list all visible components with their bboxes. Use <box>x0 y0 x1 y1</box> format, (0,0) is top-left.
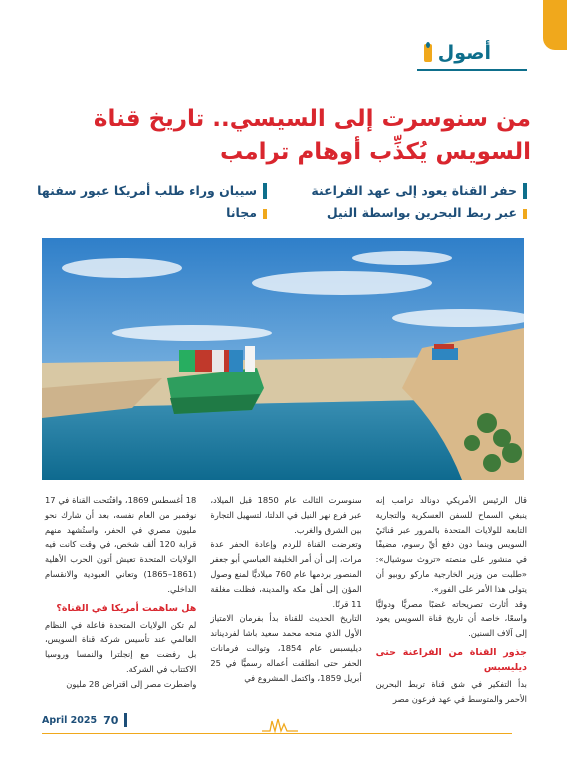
page-folio <box>42 713 127 727</box>
suez-canal-photo <box>42 238 524 480</box>
subhead-text: حفر القناة يعود إلى عهد الفراعنة عبر ربط البحرين بواسطة النيل <box>311 183 517 220</box>
folio-marker <box>124 713 127 727</box>
logo-underline <box>417 69 527 71</box>
paragraph: وقد أثارت تصريحاته غضبًا مصريًّا ودوليًّا واسعًا، خاصة أن تاريخ قناة السويس يعود إلى آلاف السنين. <box>375 598 527 639</box>
paragraph: التاريخ الحديث للقناة بدأ بفرمان الامتياز الأول الذي منحه محمد سعيد باشا لفرديناند ديليسبس عام 1854، وتوالت فرمانات الحفر حتى انطلقت أعماله رسميًّا في 25 أبريل 1859، واكتمل المشروع في <box>210 613 362 683</box>
paragraph: 18 أغسطس 1869، وافتُتحت القناة في 17 نوفمبر من العام نفسه، بعد أن شارك نحو مليون مصري في الحفر، واستُشهد منهم قرابة 120 ألف شخص، في وقت كانت فيه الولايات المتحدة تعيش أتون الحرب الأهلية (1861–1865) وتعاني العبودية والانقسام الداخلي. <box>45 495 197 594</box>
paragraph: لم تكن الولايات المتحدة فاعلة في النظام العالمي عند تأسيس شركة قناة السويس، بل رفضت مع إنجلترا والنمسا وروسيا الاكتتاب في الشركة. <box>45 619 197 674</box>
column-left <box>45 493 196 698</box>
page-number: 70 <box>103 713 119 727</box>
footer-rule <box>42 733 512 734</box>
paragraph: وتعرضت القناة للردم وإعادة الحفر عدة مرات، إلى أن أمر الخليفة العباسي أبو جعفر المنصور بردمها عام 760 ميلاديًّا لمنع وصول المؤن إلى أهل مكة والمدينة، فظلت مغلقة 11 قرنًا. <box>210 539 362 609</box>
article-headline: من سنوسرت إلى السيسي.. تاريخ قناة السويس يُكذِّب أوهام ترامب <box>93 106 531 165</box>
suez-canal-illustration <box>42 238 524 480</box>
article-body <box>45 493 527 704</box>
subhead-free-passage <box>37 180 267 224</box>
paragraph: قال الرئيس الأمريكي دونالد ترامب إنه ينبغي السماح للسفن العسكرية والتجارية التابعة للولايات المتحدة بالمرور عبر قناتَيْ السويس وبنما دون دفع أيِّ رسوم، مضيفًا في منشور على منصته «تروث سوشيال»: «طلبت من وزير الخارجية ماركو روبيو أن يتولى هذا الأمر على الفور». <box>375 495 527 594</box>
subhead-bullet-icon <box>523 180 527 224</box>
issue-month: April 2025 <box>42 714 98 726</box>
paragraph: سنوسرت الثالث عام 1850 قبل الميلاد، عبر فرع نهر النيل في الدلتا، لتسهيل التجارة بين الشرق والغرب. <box>210 495 362 535</box>
magazine-logo <box>422 40 491 66</box>
container-ship <box>167 346 264 414</box>
section-heading: جذور القناة من الفراعنة حتى ديليسبس <box>375 646 527 673</box>
page-corner-tab <box>543 0 567 50</box>
paragraph: بدأ التفكير في شق قناة تربط البحرين الأحمر والمتوسط في عهد فرعون مصر <box>375 678 527 704</box>
paragraph: واضطرت مصر إلى اقتراض 28 مليون <box>66 678 197 689</box>
subhead-text: سيبان وراء طلب أمريكا عبور سفنها مجانا <box>37 183 257 220</box>
subhead-canal-origins <box>297 180 527 224</box>
subhead-bullet-icon <box>263 180 267 224</box>
column-middle <box>210 493 361 698</box>
logo-text: أصول <box>437 42 491 64</box>
section-heading: هل ساهمت أمريكا في القناة؟ <box>56 602 197 614</box>
footer-ornament-icon <box>260 715 300 735</box>
logo-mark-icon <box>422 42 434 64</box>
column-right <box>375 493 527 704</box>
